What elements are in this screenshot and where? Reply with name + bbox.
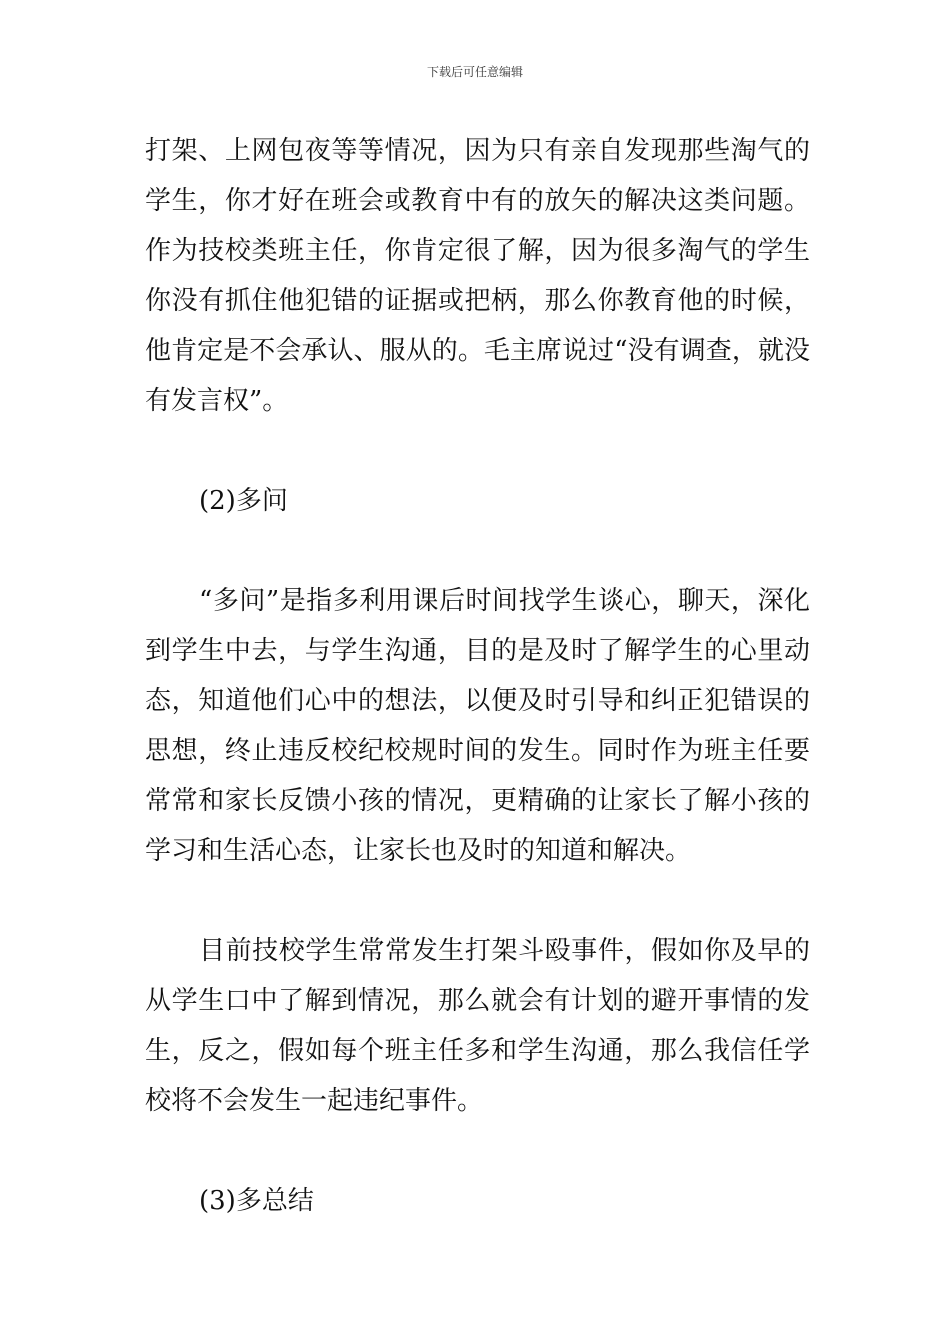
paragraph-fighting: 目前技校学生常常发生打架斗殴事件，假如你及早的从学生口中了解到情况，那么就会有计划的避开事情的发生，反之，假如每个班主任多和学生沟通，那么我信任学校将不会发生一起违纪事件。 [145,936,810,1116]
page-header: 下载后可任意编辑 [426,65,523,79]
document-body [145,126,810,1226]
section-heading-3: (3)多总结 [199,1186,314,1216]
paragraph-duowen: “多问”是指多利用课后时间找学生谈心，聊天，深化到学生中去，与学生沟通，目的是及时了解学生的心里动态，知道他们心中的想法，以便及时引导和纠正犯错误的思想，终止违反校纪校规时间的发生。同时作为班主任要常常和家长反馈小孩的情况，更精确的让家长了解小孩的学习和生活心态，让家长也及时的知道和解决。 [145,586,810,866]
section-heading-2: (2)多问 [199,486,288,516]
paragraph-continuation: 打架、上网包夜等等情况，因为只有亲自发现那些淘气的学生，你才好在班会或教育中有的放矢的解决这类问题。作为技校类班主任，你肯定很了解，因为很多淘气的学生你没有抓住他犯错的证据或把柄，那么你教育他的时候，他肯定是不会承认、服从的。毛主席说过“没有调查，就没有发言权”。 [145,136,810,416]
